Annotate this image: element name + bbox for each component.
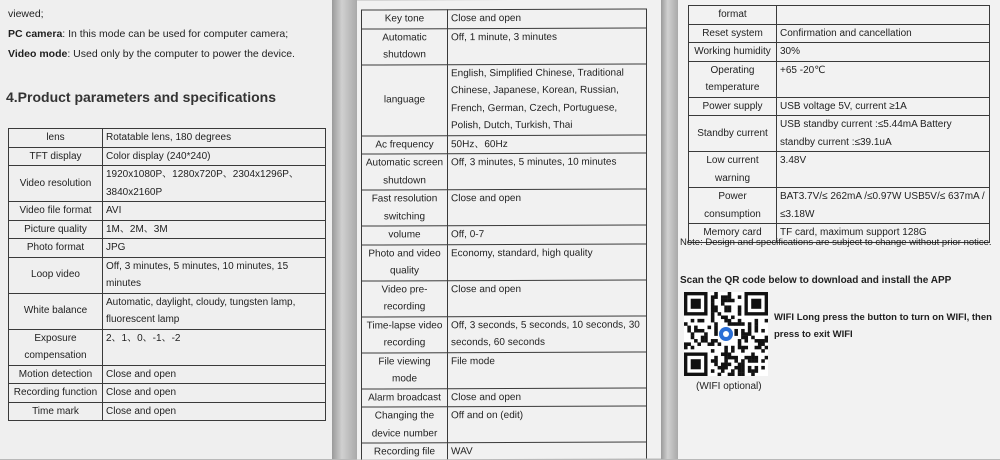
spec-label: File viewing mode bbox=[362, 352, 448, 388]
spec-value: Off and on (edit) bbox=[448, 406, 647, 443]
spec-row bbox=[9, 220, 326, 239]
spec-label: Memory card bbox=[689, 224, 777, 243]
spec-value: Economy, standard, high quality bbox=[448, 244, 647, 281]
spec-row bbox=[362, 442, 647, 460]
spec-label: language bbox=[362, 64, 448, 135]
pc-camera-label: PC camera bbox=[8, 28, 63, 40]
spec-table-1 bbox=[8, 128, 326, 421]
spec-row bbox=[689, 97, 990, 116]
spec-label: Power supply bbox=[689, 97, 777, 116]
spec-row bbox=[689, 188, 990, 224]
spec-row bbox=[9, 293, 326, 329]
spec-label: Loop video bbox=[9, 257, 103, 293]
spec-label: Time-lapse video recording bbox=[362, 316, 448, 352]
wifi-optional-label: (WIFI optional) bbox=[696, 381, 762, 392]
spec-row bbox=[9, 129, 326, 148]
spec-row bbox=[362, 244, 647, 281]
spec-value: Confirmation and cancellation bbox=[777, 24, 990, 43]
spec-row bbox=[689, 152, 990, 188]
video-mode-line bbox=[8, 44, 295, 64]
spec-label: Key tone bbox=[362, 10, 448, 29]
spec-row bbox=[362, 388, 647, 407]
spec-value: Off, 3 minutes, 5 minutes, 10 minutes bbox=[448, 153, 647, 190]
spec-label: Fast resolution switching bbox=[362, 190, 448, 226]
spec-value: Off, 0-7 bbox=[448, 225, 647, 244]
spec-row bbox=[689, 61, 990, 97]
spec-note: Note: Design and specifications are subject to change without prior notice. bbox=[680, 237, 992, 248]
spec-label: Automatic shutdown bbox=[362, 28, 448, 64]
manual-page-middle bbox=[357, 0, 661, 460]
spec-value: TF card, maximum support 128G bbox=[777, 224, 990, 243]
spec-row bbox=[9, 402, 326, 421]
spec-value: 50Hz、60Hz bbox=[448, 135, 647, 154]
spec-value: Off, 3 minutes, 5 minutes, 10 minutes, 15 minutes bbox=[103, 257, 326, 293]
spec-row bbox=[9, 147, 326, 166]
spec-row bbox=[362, 316, 647, 353]
spec-value: Close and open bbox=[448, 189, 647, 226]
spec-row bbox=[9, 166, 326, 202]
spec-value: Close and open bbox=[448, 280, 647, 317]
spec-row bbox=[362, 9, 647, 28]
spec-row bbox=[362, 64, 647, 136]
spec-row bbox=[689, 6, 990, 25]
spec-label: Reset system bbox=[689, 24, 777, 43]
spec-label: Low current warning bbox=[689, 152, 777, 188]
spec-row bbox=[362, 225, 647, 244]
spec-value: USB voltage 5V, current ≥1A bbox=[777, 97, 990, 116]
spec-row bbox=[362, 28, 647, 65]
spec-table-2 bbox=[361, 9, 647, 460]
spec-value: Close and open bbox=[103, 384, 326, 403]
spec-value: File mode bbox=[448, 352, 647, 389]
spec-label: Video pre-recording bbox=[362, 280, 448, 316]
pc-camera-text: : In this mode can be used for computer camera; bbox=[62, 28, 289, 40]
spec-value: English, Simplified Chinese, Traditional Chinese, Japanese, Korean, Russian, French, German, Czech, Portuguese, Polish, Dutch, Turkish, Thai bbox=[448, 64, 647, 136]
spec-value: 30% bbox=[777, 43, 990, 62]
spec-label: Video resolution bbox=[9, 166, 103, 202]
spec-label: volume bbox=[362, 226, 448, 245]
spec-label: White balance bbox=[9, 293, 103, 329]
page-gutter bbox=[661, 0, 678, 459]
spec-value: +65 -20℃ bbox=[777, 61, 990, 97]
spec-value: Automatic, daylight, cloudy, tungsten lamp, fluorescent lamp bbox=[103, 293, 326, 329]
spec-row bbox=[689, 43, 990, 62]
spec-label: Picture quality bbox=[9, 220, 103, 239]
spec-value: WAV bbox=[448, 442, 647, 460]
spec-value: 3.48V bbox=[777, 152, 990, 188]
spec-label: Alarm broadcast bbox=[362, 388, 448, 407]
spec-row bbox=[362, 280, 647, 317]
spec-label: Recording file bbox=[362, 443, 448, 460]
spec-value: 1M、2M、3M bbox=[103, 220, 326, 239]
spec-value: Off, 1 minute, 3 minutes bbox=[448, 28, 647, 65]
spec-value: Rotatable lens, 180 degrees bbox=[103, 129, 326, 148]
section-title: 4.Product parameters and specifications bbox=[6, 89, 276, 105]
qr-heading: Scan the QR code below to download and install the APP bbox=[680, 275, 952, 286]
spec-label: Motion detection bbox=[9, 365, 103, 384]
spec-row bbox=[9, 365, 326, 384]
spec-label: TFT display bbox=[9, 147, 103, 166]
spec-row bbox=[689, 116, 990, 152]
spec-value: AVI bbox=[103, 202, 326, 221]
mode-description bbox=[8, 4, 295, 64]
spec-table-3 bbox=[688, 5, 990, 243]
spec-value: Color display (240*240) bbox=[103, 147, 326, 166]
spec-label: Power consumption bbox=[689, 188, 777, 224]
spec-row bbox=[362, 352, 647, 389]
spec-row bbox=[362, 135, 647, 154]
spec-value: USB standby current :≤5.44mA Battery standby current :≤39.1uA bbox=[777, 116, 990, 152]
spec-row bbox=[9, 384, 326, 403]
video-mode-text: : Used only by the computer to power the device. bbox=[67, 48, 295, 60]
manual-page-right bbox=[678, 0, 1000, 459]
spec-label: Photo format bbox=[9, 239, 103, 258]
spec-label: format bbox=[689, 6, 777, 25]
spec-label: Ac frequency bbox=[362, 135, 448, 154]
spec-label: Automatic screen shutdown bbox=[362, 154, 448, 190]
spec-value: Close and open bbox=[448, 9, 647, 28]
spec-value: 2、1、0、-1、-2 bbox=[103, 329, 326, 365]
spec-label: Photo and video quality bbox=[362, 244, 448, 280]
spec-value: Close and open bbox=[103, 402, 326, 421]
spec-label: Operating temperature bbox=[689, 61, 777, 97]
page-gutter bbox=[332, 0, 357, 459]
spec-row bbox=[9, 239, 326, 258]
spec-label: Changing the device number bbox=[362, 407, 448, 443]
spec-label: Exposure compensation bbox=[9, 329, 103, 365]
spec-label: Time mark bbox=[9, 402, 103, 421]
spec-value: Close and open bbox=[103, 365, 326, 384]
spec-row bbox=[362, 189, 647, 226]
spec-row bbox=[9, 329, 326, 365]
spec-label: Working humidity bbox=[689, 43, 777, 62]
spec-label: lens bbox=[9, 129, 103, 148]
manual-page-left bbox=[0, 0, 332, 459]
spec-value: JPG bbox=[103, 239, 326, 258]
wifi-instruction: WIFI Long press the button to turn on WIFI, then press to exit WIFI bbox=[774, 312, 992, 340]
spec-value: BAT3.7V/≤ 262mA /≤0.97W USB5V/≤ 637mA /≤3.18W bbox=[777, 188, 990, 224]
spec-value bbox=[777, 6, 990, 25]
spec-row bbox=[362, 153, 647, 190]
spec-label: Recording function bbox=[9, 384, 103, 403]
spec-row bbox=[689, 24, 990, 43]
spec-label: Video file format bbox=[9, 202, 103, 221]
qr-code-icon[interactable] bbox=[684, 292, 768, 376]
spec-label: Standby current bbox=[689, 116, 777, 152]
spec-row bbox=[9, 257, 326, 293]
spec-value: 1920x1080P、1280x720P、2304x1296P、3840x2160P bbox=[103, 166, 326, 202]
intro-line: viewed; bbox=[8, 8, 44, 20]
spec-row bbox=[362, 406, 647, 443]
spec-value: Close and open bbox=[448, 388, 647, 407]
video-mode-label: Video mode bbox=[8, 48, 68, 60]
pc-camera-line bbox=[8, 24, 295, 44]
spec-row bbox=[9, 202, 326, 221]
spec-value: Off, 3 seconds, 5 seconds, 10 seconds, 30 seconds, 60 seconds bbox=[448, 316, 647, 353]
